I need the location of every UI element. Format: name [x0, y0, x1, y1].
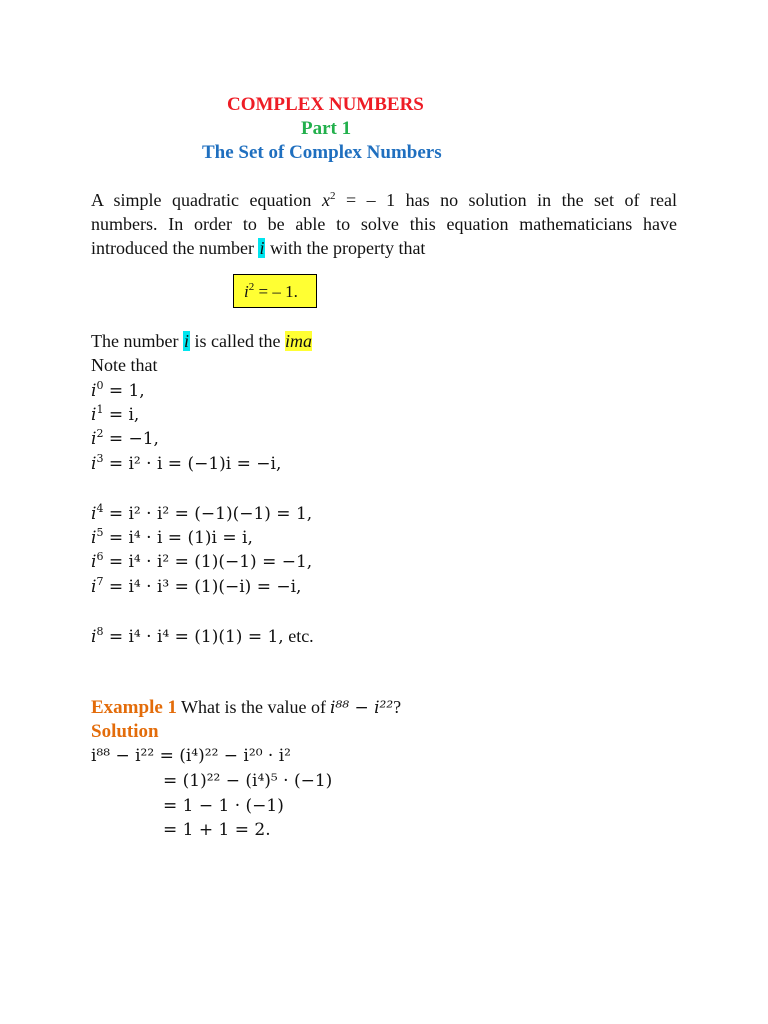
power-row-0: $i^0 = 1$,: [91, 379, 145, 401]
power-row-8: $i^8 = i^4 \cdot i^4 = (1)(1) = 1$, etc.: [91, 625, 314, 647]
example-question-text: What is the value of: [181, 697, 326, 717]
intro-paragraph: [91, 188, 677, 260]
power-row-5: $i^5 = i^4 \cdot i = (1)i = i$,: [91, 526, 253, 548]
solution-step-4: = 1 + 1 = 2.: [163, 820, 271, 840]
definition-box: $i^2$ = – 1.: [233, 274, 317, 308]
solution-step-2: = (1)²² − (i⁴)⁵ · (−1): [163, 771, 333, 791]
solution-step-3: = 1 − 1 · (−1): [163, 796, 284, 816]
example-label: Example 1: [91, 697, 178, 718]
power-row-2: $i^2 = -1$,: [91, 427, 159, 449]
intro-line-2: numbers. In order to be able to solve this equation mathematicians have: [91, 214, 677, 234]
section-subtitle: The Set of Complex Numbers: [202, 142, 442, 163]
page-title: COMPLEX NUMBERS: [227, 94, 424, 115]
part-label: Part 1: [301, 118, 352, 139]
solution-label: Solution: [91, 721, 159, 742]
imaginary-unit-sentence: The number i is called the ima: [91, 331, 312, 351]
intro-line-3: introduced the number i with the property that: [91, 238, 426, 258]
power-row-6: $i^6 = i^4 \cdot i^2 = (1)(-1) = -1$,: [91, 550, 313, 572]
example-question-math: i⁸⁸ − i²²: [329, 698, 394, 718]
intro-line-1: A simple quadratic equation $x^2$ = – 1 has no solution in the set of real: [91, 190, 678, 210]
etc-label: etc.: [283, 626, 314, 646]
power-row-4: $i^4 = i^2 \cdot i^2 = (-1)(-1) = 1$,: [91, 502, 313, 524]
example-question: Example 1 What is the value of i⁸⁸ − i²²?: [91, 697, 402, 718]
power-row-7: $i^7 = i^4 \cdot i^3 = (1)(-i) = -i$,: [91, 575, 302, 597]
power-row-1: $i^1 = i$,: [91, 403, 140, 425]
note-that: Note that: [91, 355, 158, 375]
solution-step-1: i⁸⁸ − i²² = (i⁴)²² − i²⁰ · i²: [91, 746, 291, 766]
power-row-3: $i^3 = i^2 \cdot i = (-1)i = -i$,: [91, 452, 282, 474]
